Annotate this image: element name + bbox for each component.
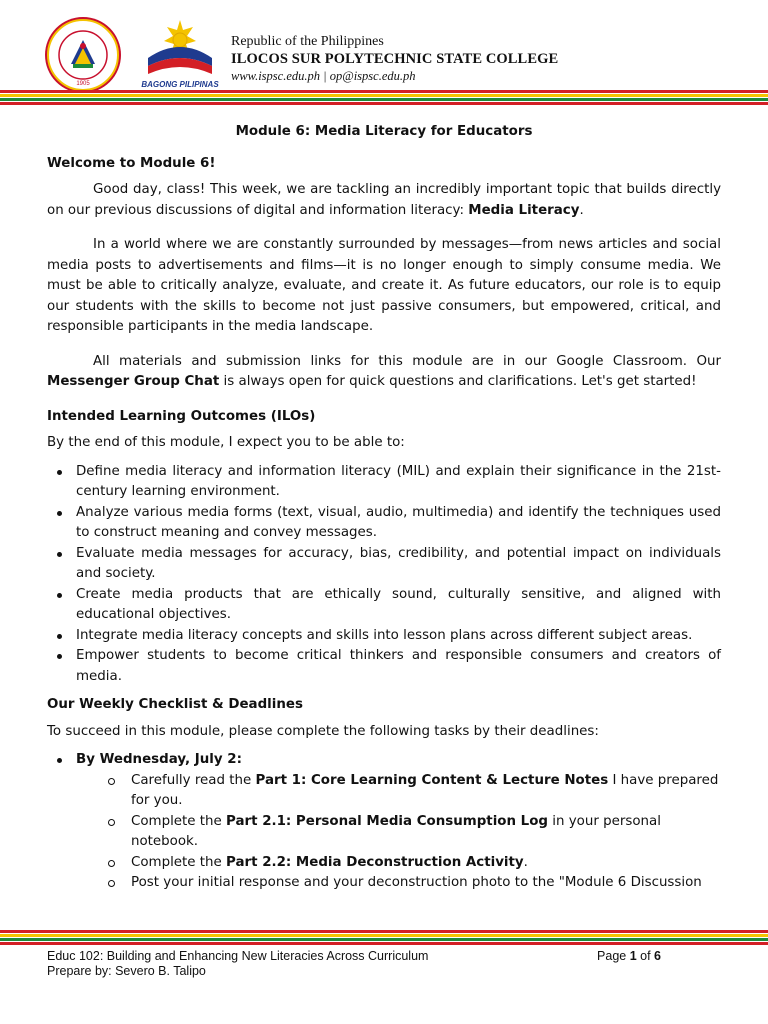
institution-block: [231, 33, 558, 84]
ilo-intro: By the end of this module, I expect you to be able to:: [47, 435, 405, 450]
letterhead: [0, 0, 768, 110]
module-content: [47, 122, 721, 902]
bagong-pilipinas-text: BAGONG PILIPINAS: [141, 80, 219, 89]
page-footer: [47, 949, 727, 979]
list-item: Analyze various media forms (text, visual, audio, multimedia) and identify the techniques used to construct meaning and convey messages.: [47, 503, 721, 544]
ilo-list: [47, 462, 721, 688]
list-item: Evaluate media messages for accuracy, bias, credibility, and potential impact on individuals and society.: [47, 544, 721, 585]
intro-paragraph: Good day, class! This week, we are tackling an incredibly important topic that builds directly on our previous discussions of digital and information literacy: Media Literacy.: [47, 182, 721, 218]
college-contact: www.ispsc.edu.ph | op@ispsc.edu.ph: [231, 69, 416, 83]
page-number: Page 1 of 6: [597, 949, 661, 963]
list-item: Create media products that are ethically sound, culturally sensitive, and aligned with educational objectives.: [47, 585, 721, 626]
module-title: Module 6: Media Literacy for Educators: [235, 124, 533, 139]
deadline-item: By Wednesday, July 2: Carefully read the Part 1: Core Learning Content & Lecture Notes I have prepared for you. Complete the Part 2.1: Personal Media Consumption Log in your personal notebook. Complete the Part 2.2: Media Deconstruction Activity. Post your initial response and your deconstruction photo to the "Module 6 Discussion: [47, 750, 721, 894]
checklist-intro: To succeed in this module, please complete the following tasks by their deadlines:: [47, 723, 599, 739]
bagong-pilipinas-logo: [130, 14, 230, 94]
college-name: ILOCOS SUR POLYTECHNIC STATE COLLEGE: [231, 51, 559, 67]
materials-paragraph: All materials and submission links for this module are in our Google Classroom. Our Messenger Group Chat is always open for quick questions and clarifications. Let's get started!: [47, 353, 721, 389]
task-list: [76, 771, 721, 894]
checklist: [47, 750, 721, 894]
task-item: Post your initial response and your deconstruction photo to the "Module 6 Discussion: [76, 873, 721, 894]
task-item: Complete the Part 2.1: Personal Media Consumption Log in your personal notebook.: [76, 812, 721, 853]
prepared-by: Prepare by: Severo B. Talipo: [47, 964, 206, 978]
bagong-pilipinas-emblem: [130, 14, 230, 80]
ilo-heading: Intended Learning Outcomes (ILOs): [47, 408, 316, 424]
checklist-heading: Our Weekly Checklist & Deadlines: [47, 697, 303, 712]
svg-text:1905: 1905: [76, 81, 90, 87]
context-paragraph: In a world where we are constantly surrounded by messages—from news articles and social media posts to advertisements and films—it is no longer enough to simply consume media. We must be able to critically analyze, evaluate, and create it. As future educators, our role is to equip our students with the skills to become not just passive consumers, but empowered, critical, and responsible participants in the media landscape.: [47, 237, 721, 334]
task-item: Complete the Part 2.2: Media Deconstruction Activity.: [76, 853, 721, 874]
list-item: Integrate media literacy concepts and skills into lesson plans across different subject areas.: [47, 626, 721, 647]
list-item: Empower students to become critical thinkers and responsible consumers and creators of media.: [47, 646, 721, 687]
task-item: Carefully read the Part 1: Core Learning Content & Lecture Notes I have prepared for you.: [76, 771, 721, 812]
footer-stripes: [0, 930, 768, 945]
republic-line: Republic of the Philippines: [231, 34, 384, 49]
header-stripes: [0, 90, 768, 105]
welcome-heading: Welcome to Module 6!: [47, 155, 216, 171]
course-title: Educ 102: Building and Enhancing New Literacies Across Curriculum: [47, 949, 429, 963]
list-item: Define media literacy and information literacy (MIL) and explain their significance in the 21st-century learning environment.: [47, 462, 721, 503]
college-seal-logo: [44, 16, 122, 94]
